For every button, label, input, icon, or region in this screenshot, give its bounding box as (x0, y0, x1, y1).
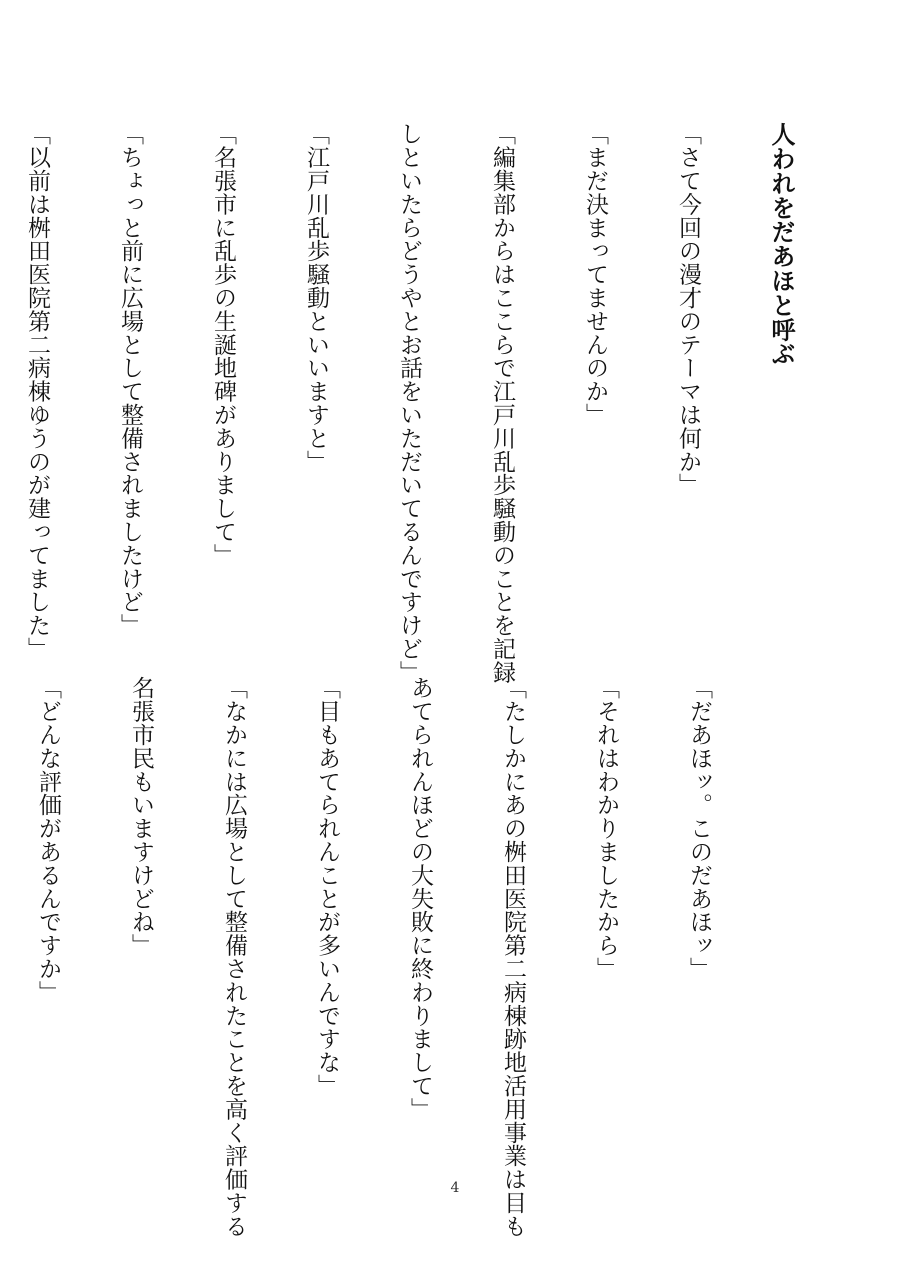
section-heading: 人われをだあほと呼ぶ (767, 122, 795, 366)
text-line: 「どんな評価があるんですか」 (35, 676, 61, 1004)
text-line: 「なかには広場として整備されたことを高く評価する (221, 676, 247, 1238)
text-line: 「だあほッ。このだあほッ」 (686, 676, 712, 981)
text-line: 「以前は桝田医院第二病棟ゆうのが建ってました」 (24, 122, 50, 661)
text-line: 名張市民もいますけどね」 (128, 676, 154, 957)
bottom-text-block (35, 676, 776, 1238)
text-line: 「江戸川乱歩騒動といいますと」 (303, 122, 329, 473)
text-line: 「さて今回の漫才のテーマは何か」 (675, 122, 701, 497)
text-line: しといたらどうやとお話をいただいてるんですけど」 (396, 122, 422, 684)
text-line: 「目もあてられんことが多いんですな」 (314, 676, 340, 1098)
text-line: 「まだ決まってませんのか」 (582, 122, 608, 427)
text-line: 「ちょっと前に広場として整備されましたけど」 (117, 122, 143, 637)
top-text-block (24, 122, 858, 684)
text-line: あてられんほどの大失敗に終わりまして」 (407, 676, 433, 1121)
page-number: 4 (450, 1180, 460, 1196)
text-line: 「名張市に乱歩の生誕地碑がありまして」 (210, 122, 236, 567)
text-line: 「それはわかりましたから」 (593, 676, 619, 981)
text-line: 「たしかにあの桝田医院第二病棟跡地活用事業は目も (500, 676, 526, 1238)
text-line: 「編集部からはここらで江戸川乱歩騒動のことを記録 (489, 122, 515, 684)
